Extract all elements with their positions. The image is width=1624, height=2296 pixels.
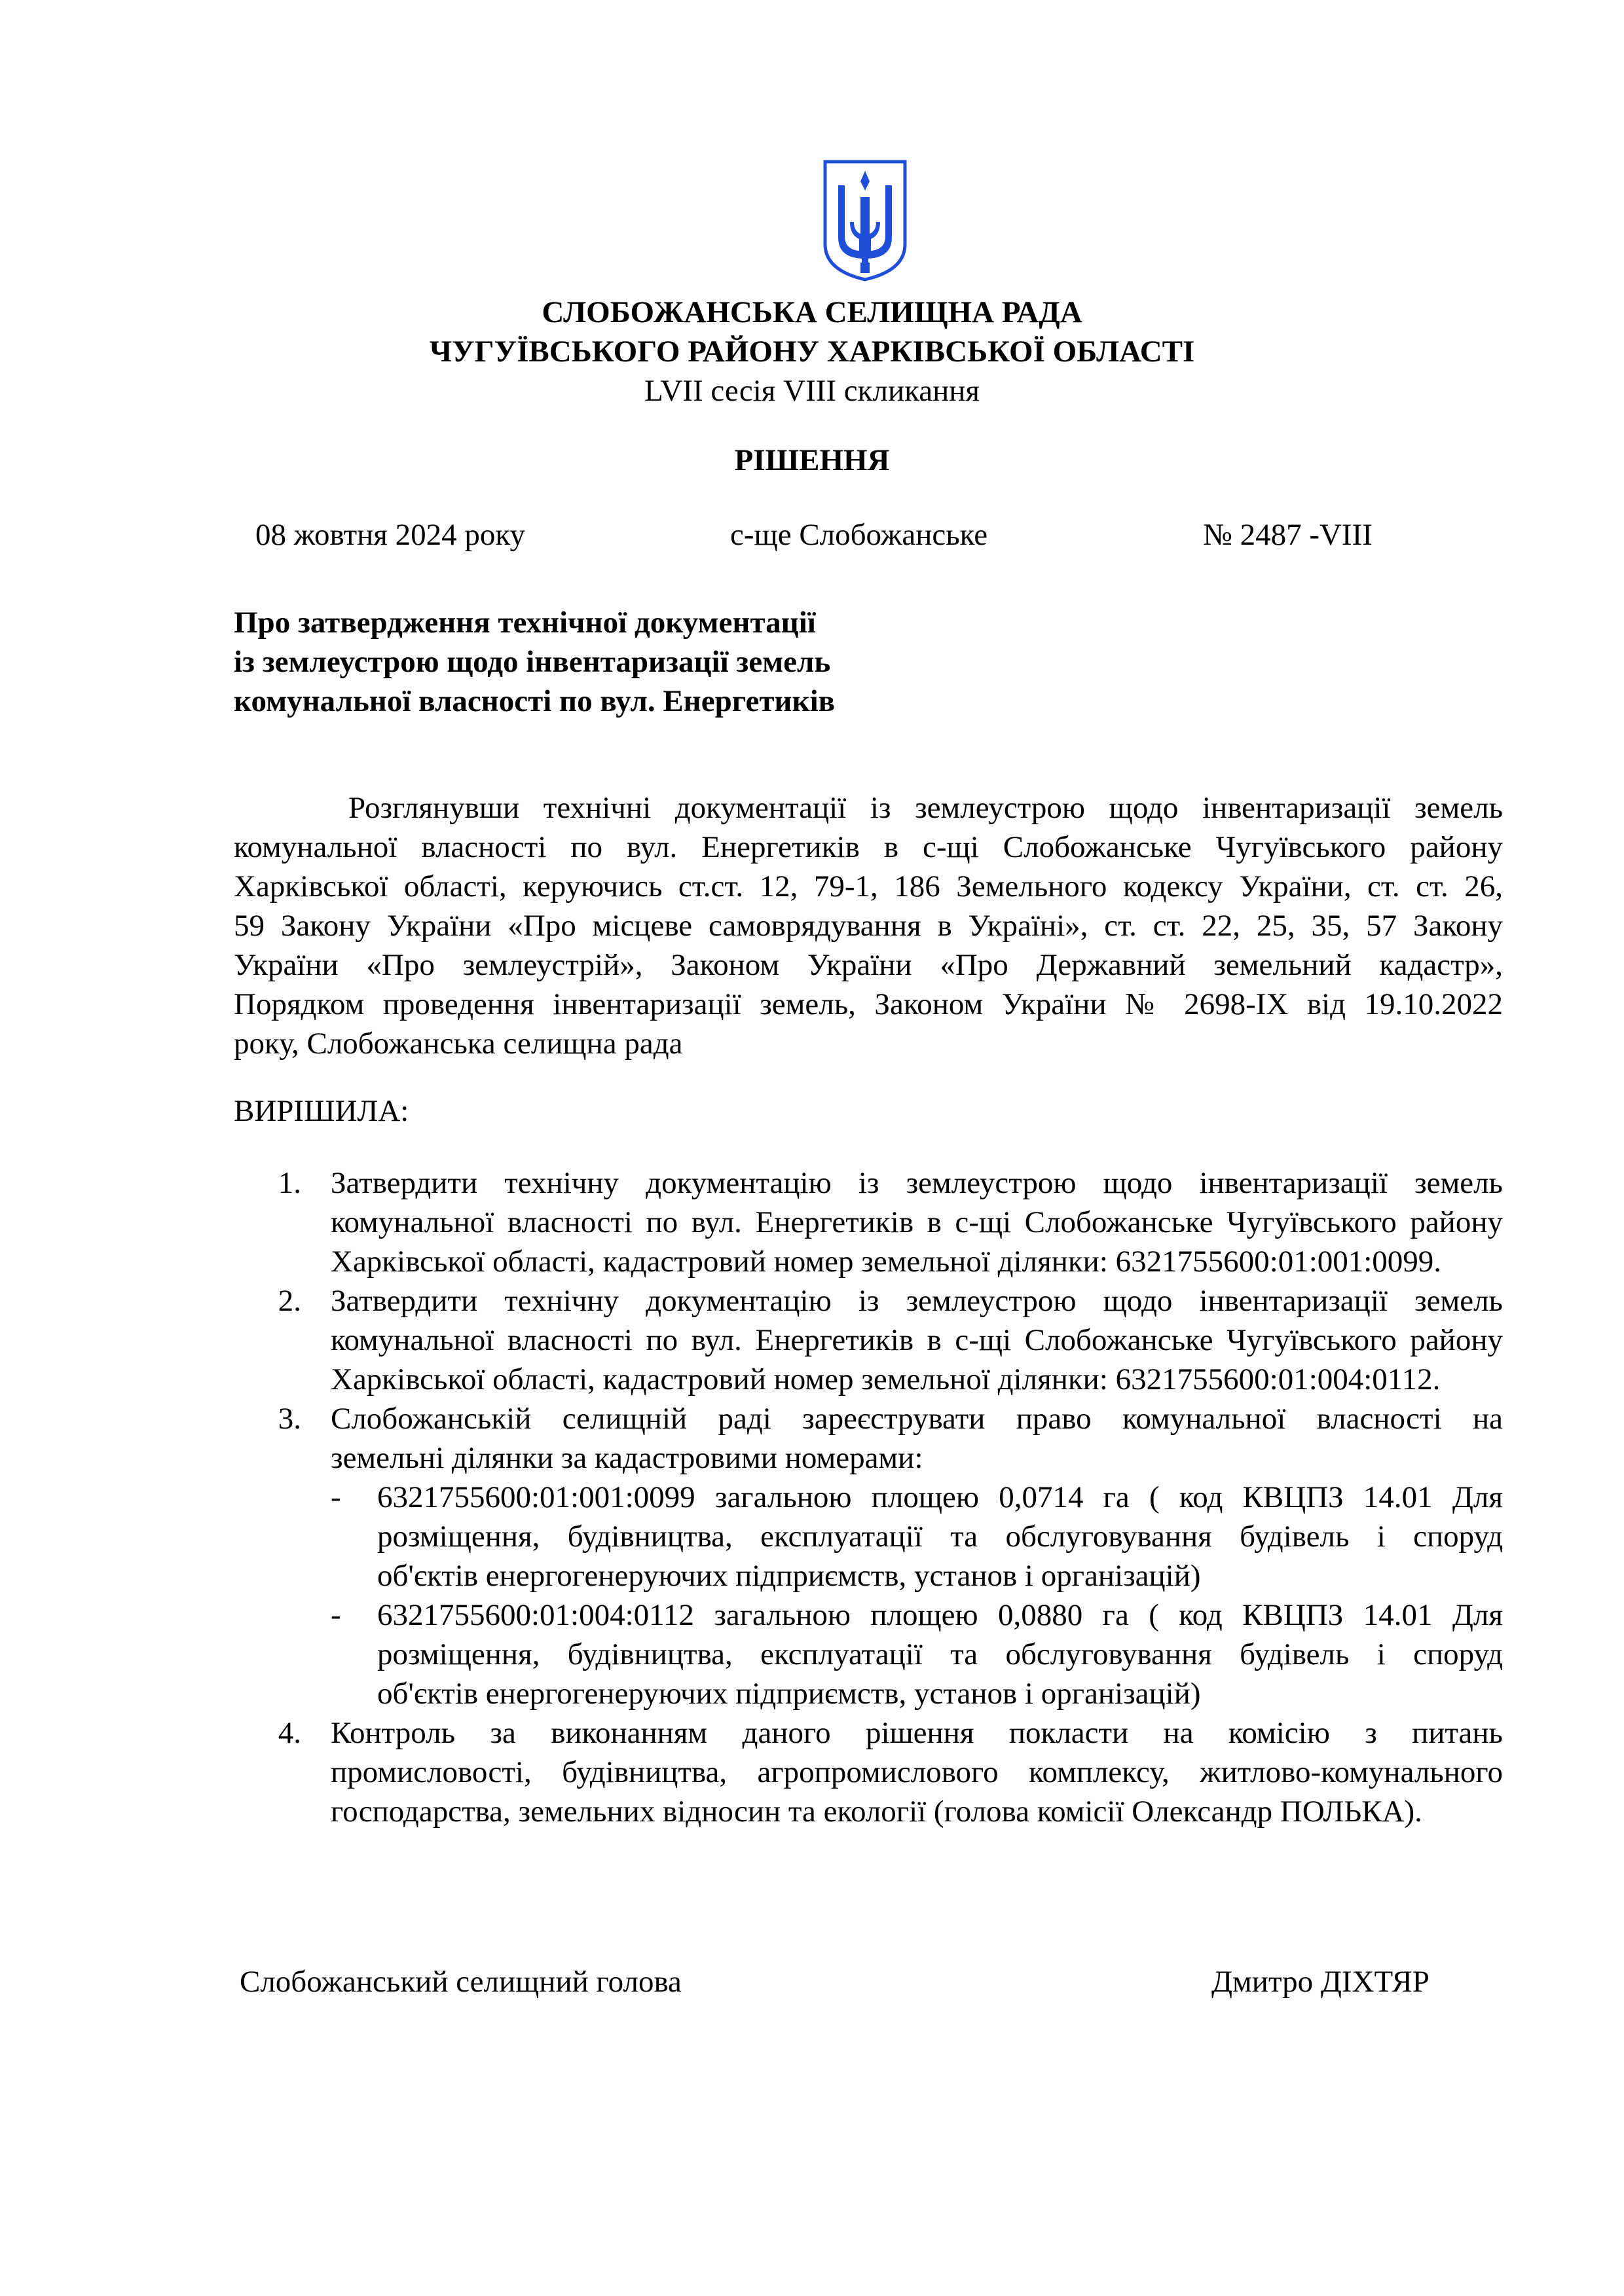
list-item-line: комунальної власності по вул. Енергетиків в с-щі Слобожанське Чугуївського району: [331, 1323, 1503, 1357]
sub-item-line: об'єктів енергогенеруючих підприємств, установ і організацій): [377, 1677, 1201, 1711]
preamble-line: Розглянувши технічні документації із землеустрою щодо інвентаризації земель: [348, 791, 1503, 825]
sub-item-line: об'єктів енергогенеруючих підприємств, установ і організацій): [377, 1559, 1201, 1593]
resolved-label: ВИРІШИЛА:: [234, 1094, 409, 1128]
preamble-line: 59 Закону України «Про місцеве самоврядування в Україні», ст. ст. 22, 25, 35, 57 Закону: [234, 909, 1503, 943]
decision-subject: [234, 603, 835, 721]
list-item: [331, 1163, 1503, 1281]
council-name: СЛОБОЖАНСЬКА СЕЛИЩНА РАДА: [542, 295, 1082, 329]
signatory-name: Дмитро ДІХТЯР: [1211, 1965, 1430, 1999]
list-item-line: Слобожанській селищній раді зареєструвати право комунальної власності на: [331, 1402, 1503, 1436]
district-region: ЧУГУЇВСЬКОГО РАЙОНУ ХАРКІВСЬКОЇ ОБЛАСТІ: [429, 335, 1195, 369]
sub-item-dash: -: [331, 1598, 341, 1632]
list-item-number: 3.: [278, 1402, 301, 1436]
signatory-position: Слобожанський селищний голова: [240, 1965, 682, 1999]
preamble-line: комунальної власності по вул. Енергетиків в с-щі Слобожанське Чугуївського району: [234, 830, 1503, 864]
preamble-line: Харківської області, керуючись ст.ст. 12, 79-1, 186 Земельного кодексу України, ст. ст. 26,: [234, 869, 1503, 903]
document-type: РІШЕННЯ: [734, 443, 890, 477]
preamble-line: України «Про землеустрій», Законом України «Про Державний земельний кадастр»,: [234, 948, 1503, 982]
list-item-number: 2.: [278, 1284, 301, 1318]
list-item-line: Харківської області, кадастровий номер земельної ділянки: 6321755600:01:001:0099.: [331, 1245, 1442, 1279]
subject-line: Про затвердження технічної документації: [234, 606, 816, 640]
decision-place: с-ще Слобожанське: [730, 518, 988, 552]
sub-item-line: 6321755600:01:001:0099 загальною площею 0,0714 га ( код КВЦПЗ 14.01 Для: [377, 1480, 1503, 1514]
session-label: LVII сесія VIII скликання: [644, 374, 980, 408]
list-item-line: промисловості, будівництва, агропромислового комплексу, житлово-комунального: [331, 1755, 1503, 1789]
decision-date: 08 жовтня 2024 року: [255, 518, 526, 552]
decision-number: № 2487 -VIII: [1203, 518, 1373, 552]
list-item-line: Харківської області, кадастровий номер земельної ділянки: 6321755600:01:004:0112.: [331, 1362, 1441, 1396]
list-item-line: Контроль за виконанням даного рішення покласти на комісію з питань: [331, 1716, 1503, 1750]
preamble-line: року, Слобожанська селищна рада: [234, 1027, 683, 1061]
sub-item: [377, 1595, 1503, 1713]
list-item-line: Затвердити технічну документацію із землеустрою щодо інвентаризації земель: [331, 1284, 1503, 1318]
sub-item-line: розміщення, будівництва, експлуатації та обслуговування будівель і споруд: [377, 1520, 1503, 1554]
list-item-number: 1.: [278, 1166, 301, 1200]
ukraine-coat-of-arms-icon: [822, 159, 908, 282]
list-item-line: господарства, земельних відносин та екології (голова комісії Олександр ПОЛЬКА).: [331, 1795, 1422, 1829]
sub-item-line: 6321755600:01:004:0112 загальною площею 0,0880 га ( код КВЦПЗ 14.01 Для: [377, 1598, 1503, 1632]
list-item: [331, 1281, 1503, 1399]
sub-item: [377, 1478, 1503, 1595]
subject-line: із землеустрою щодо інвентаризації земель: [234, 645, 831, 679]
preamble: [234, 788, 1503, 1063]
list-item-number: 4.: [278, 1716, 301, 1750]
preamble-line: Порядком проведення інвентаризації земель, Законом України № 2698-ІХ від 19.10.2022: [234, 987, 1503, 1021]
sub-item-dash: -: [331, 1480, 341, 1514]
sub-item-line: розміщення, будівництва, експлуатації та обслуговування будівель і споруд: [377, 1637, 1503, 1671]
list-item-line: комунальної власності по вул. Енергетиків в с-щі Слобожанське Чугуївського району: [331, 1205, 1503, 1239]
list-item-line: Затвердити технічну документацію із землеустрою щодо інвентаризації земель: [331, 1166, 1503, 1200]
list-item: [331, 1399, 1503, 1478]
list-item: [331, 1713, 1503, 1831]
subject-line: комунальної власності по вул. Енергетиків: [234, 684, 836, 718]
list-item-line: земельні ділянки за кадастровими номерами:: [331, 1441, 923, 1475]
